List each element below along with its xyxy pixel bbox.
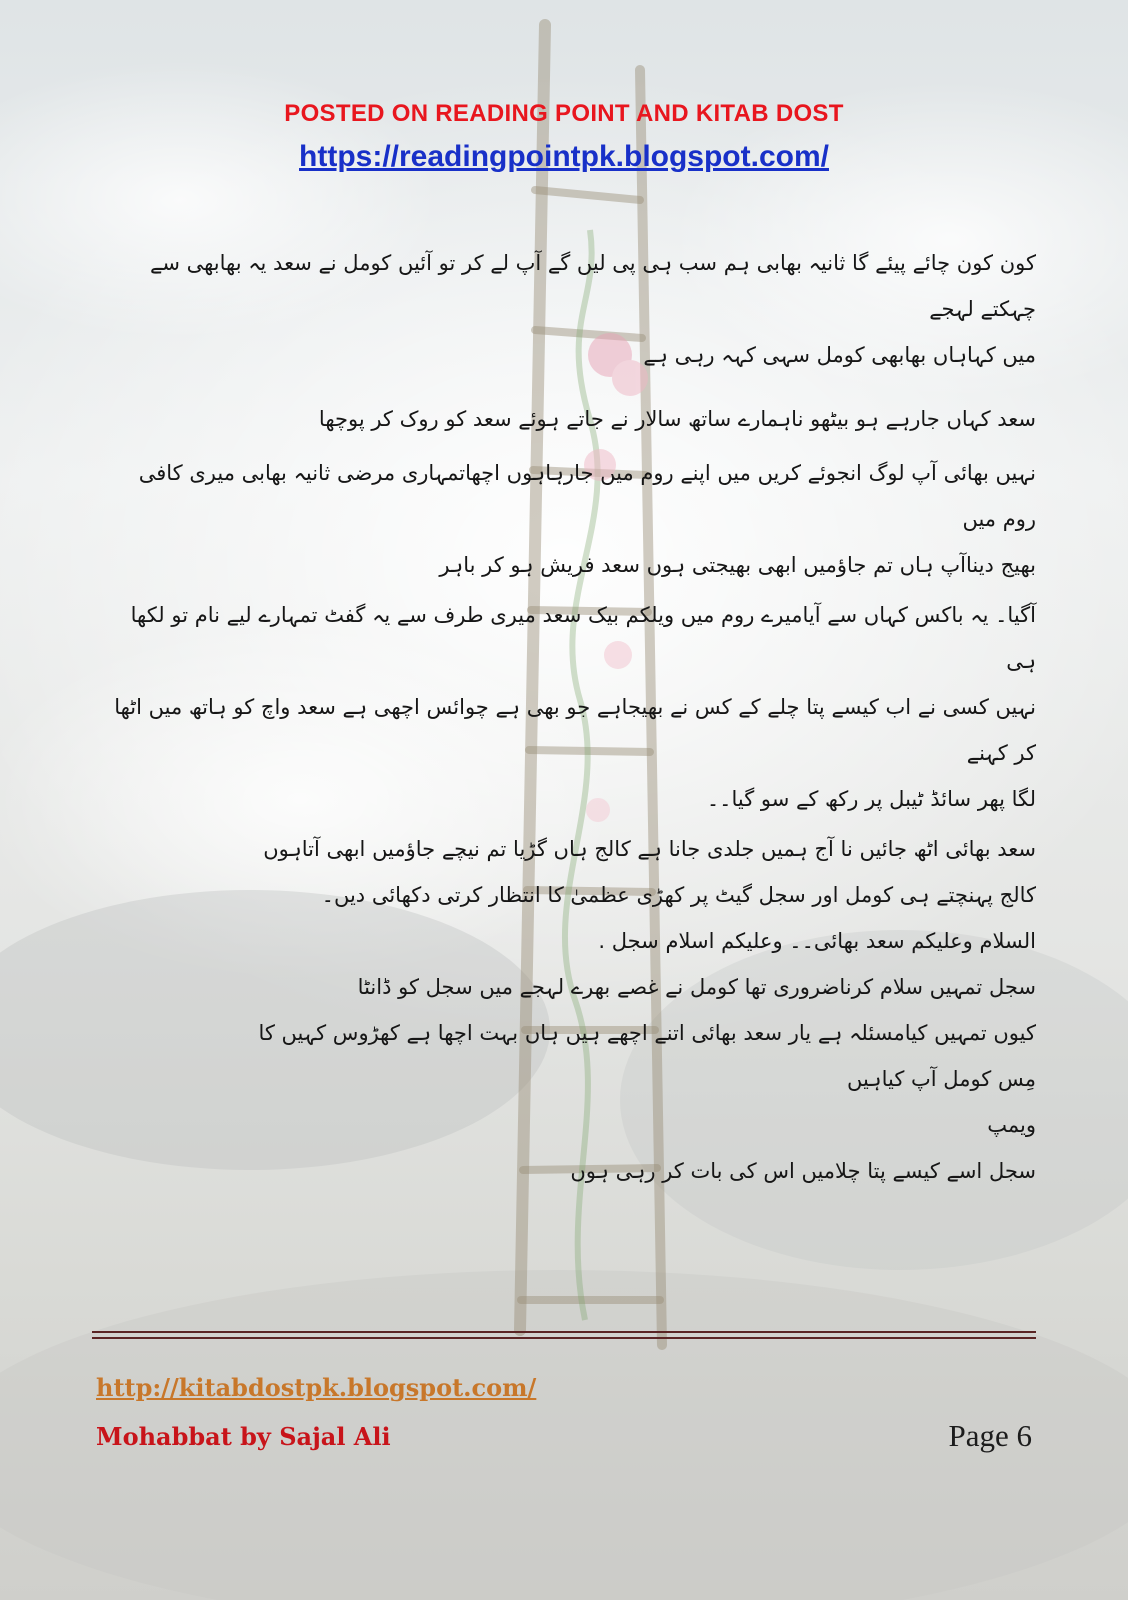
paragraph xyxy=(110,396,1036,442)
paragraph xyxy=(110,918,1036,964)
text-line: بھیج دیناآپ ہاں تم جاؤمیں ابھی بھیجتی ہوں سعد فریش ہو کر باہر xyxy=(439,553,1036,577)
text-line: میں کہاہاں بھابھی کومل سہی کہہ رہی ہے xyxy=(643,343,1036,367)
paragraph xyxy=(110,872,1036,918)
paragraph xyxy=(110,450,1036,588)
text-line: سعد بھائی اٹھ جائیں نا آج ہمیں جلدی جانا ہے کالج ہاں گڑیا تم نیچے جاؤمیں ابھی آتاہوں xyxy=(263,837,1036,861)
footer-blog-link[interactable]: http://kitabdostpk.blogspot.com/ xyxy=(96,1373,537,1402)
page-number: Page 6 xyxy=(948,1418,1032,1453)
story-body xyxy=(110,240,1036,1194)
text-line: کون کون چائے پیئے گا ثانیہ بھابی ہم سب ہی پی لیں گے آپ لے کر تو آئیں کومل نے سعد یہ بھابھی سے چہکتے لہجے xyxy=(150,251,1036,321)
paragraph xyxy=(110,826,1036,872)
text-line: آگیا۔ یہ باکس کہاں سے آیامیرے روم میں ویلکم بیک سعد میری طرف سے یہ گفٹ تمہارے لیے نام تو لکھا ہی xyxy=(130,603,1036,673)
text-line: نہیں بھائی آپ لوگ انجوئے کریں میں اپنے روم میں جارہاہوں اچھاتمہاری مرضی ثانیہ بھابی میری کافی روم میں xyxy=(138,461,1036,531)
paragraph xyxy=(110,1148,1036,1194)
text-line: کیوں تمہیں کیامسئلہ ہے یار سعد بھائی اتنے اچھے ہیں ہاں بہت اچھا ہے کھڑوس کہیں کا xyxy=(258,1021,1036,1045)
text-line: سعد کہاں جارہے ہو بیٹھو ناہمارے ساتھ سالار نے جاتے ہوئے سعد کو روک کر پوچھا xyxy=(318,407,1036,431)
footer-divider-top xyxy=(92,1331,1036,1333)
posted-on-banner: POSTED ON READING POINT AND KITAB DOST xyxy=(284,100,844,127)
text-line: سجل اسے کیسے پتا چلامیں اس کی بات کر رہی ہوں xyxy=(570,1159,1036,1183)
book-title: Mohabbat by Sajal Ali xyxy=(96,1422,391,1451)
text-line: نہیں کسی نے اب کیسے پتا چلے کے کس نے بھیجاہے جو بھی ہے چوائس اچھی ہے سعد واچ کو ہاتھ میں اٹھا کر کہنے xyxy=(114,695,1036,765)
text-line: السلام وعلیکم سعد بھائی۔۔ وعلیکم اسلام سجل . xyxy=(598,929,1036,953)
paragraph xyxy=(110,1102,1036,1148)
paragraph xyxy=(110,1056,1036,1102)
header-blog-link[interactable]: https://readingpointpk.blogspot.com/ xyxy=(299,140,829,173)
text-line: سجل تمہیں سلام کرناضروری تھا کومل نے غصے بھرے لہجے میں سجل کو ڈانٹا xyxy=(357,975,1036,999)
text-line: ویمپ xyxy=(987,1113,1036,1137)
text-line: کالج پہنچتے ہی کومل اور سجل گیٹ پر کھڑی عظمیٰ کا انتظار کرتی دکھائی دیں۔ xyxy=(321,883,1036,907)
paragraph xyxy=(110,1010,1036,1056)
text-line: مِس کومل آپ کیاہیں xyxy=(846,1067,1036,1091)
paragraph xyxy=(110,240,1036,378)
paragraph xyxy=(110,592,1036,822)
footer-divider-bottom xyxy=(92,1337,1036,1339)
paragraph xyxy=(110,964,1036,1010)
text-line: لگا پھر سائڈ ٹیبل پر رکھ کے سو گیا۔۔ xyxy=(706,787,1036,811)
